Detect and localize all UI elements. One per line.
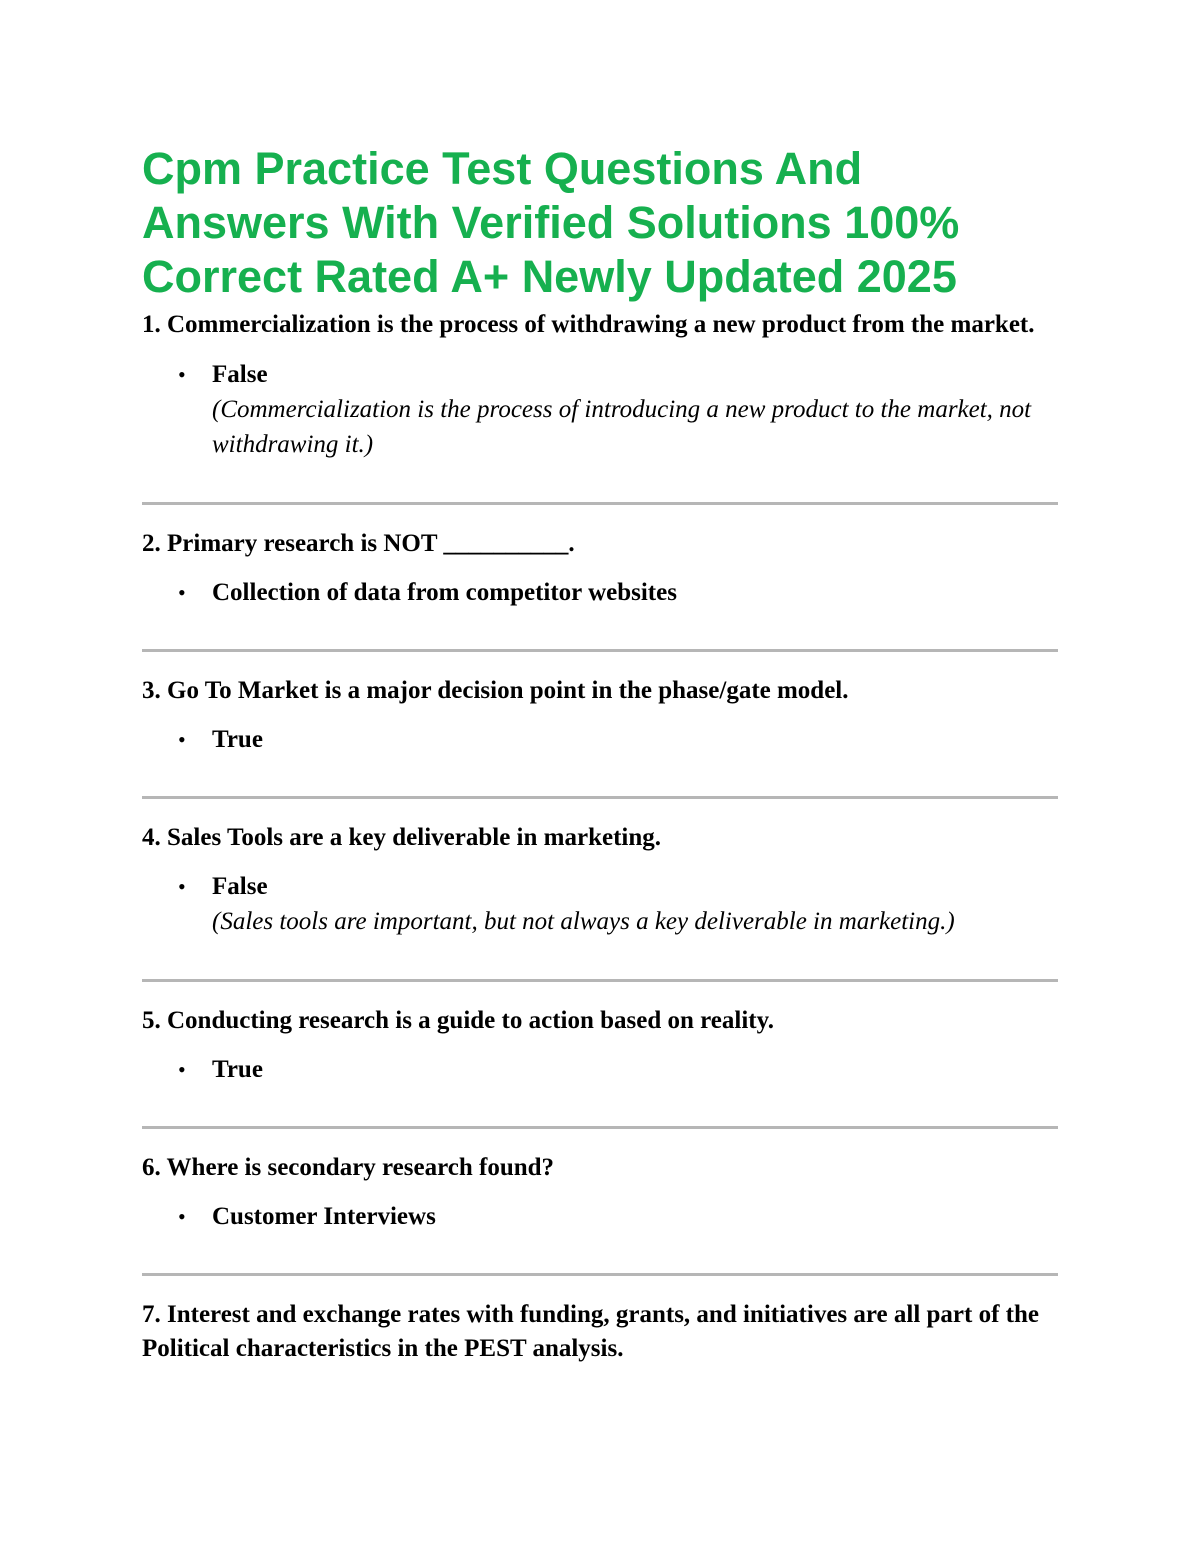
section-divider [142, 796, 1058, 799]
bullet-icon: • [178, 1057, 186, 1082]
answer-text: Collection of data from competitor websites [212, 579, 677, 606]
qa-item-6 [142, 1151, 1058, 1234]
section-divider [142, 979, 1058, 982]
document-page [142, 142, 1058, 1366]
section-divider [142, 1126, 1058, 1129]
answer-text: True [212, 1056, 263, 1083]
answer-explanation: (Commercialization is the process of introducing a new product to the market, not withdrawing it.) [212, 396, 1032, 458]
answer-text: Customer Interviews [212, 1203, 436, 1230]
bullet-icon: • [178, 874, 186, 899]
answer-text: False [212, 361, 268, 388]
qa-item-1 [142, 308, 1058, 462]
section-divider [142, 502, 1058, 505]
answer-list [142, 576, 1058, 610]
answer-item [142, 576, 1058, 610]
section-divider [142, 1273, 1058, 1276]
bullet-icon: • [178, 362, 186, 387]
question-text: 6. Where is secondary research found? [142, 1154, 555, 1181]
answer-item [142, 870, 1058, 939]
answer-list [142, 870, 1058, 939]
answer-text: False [212, 873, 268, 900]
question-text: 4. Sales Tools are a key deliverable in marketing. [142, 824, 661, 851]
section-divider [142, 649, 1058, 652]
answer-list [142, 1053, 1058, 1087]
bullet-icon: • [178, 727, 186, 752]
bullet-icon: • [178, 1204, 186, 1229]
question-text: 7. Interest and exchange rates with funding, grants, and initiatives are all part of the Political characteristics in the PEST analysis. [142, 1301, 1039, 1362]
qa-item-2 [142, 527, 1058, 610]
bullet-icon: • [178, 580, 186, 605]
qa-item-4 [142, 821, 1058, 939]
qa-item-5 [142, 1004, 1058, 1087]
question-text: 1. Commercialization is the process of withdrawing a new product from the market. [142, 311, 1035, 338]
answer-item [142, 358, 1058, 462]
qa-item-7 [142, 1298, 1058, 1366]
answer-text: True [212, 726, 263, 753]
question-text: 5. Conducting research is a guide to action based on reality. [142, 1007, 774, 1034]
qa-item-3 [142, 674, 1058, 757]
answer-list [142, 723, 1058, 757]
question-text: 3. Go To Market is a major decision point in the phase/gate model. [142, 677, 849, 704]
answer-list [142, 1200, 1058, 1234]
answer-item [142, 723, 1058, 757]
question-text: 2. Primary research is NOT __________. [142, 530, 575, 557]
document-title: Cpm Practice Test Questions And Answers With Verified Solutions 100% Correct Rated A+ Newly Updated 2025 [142, 143, 960, 302]
answer-item [142, 1053, 1058, 1087]
answer-list [142, 358, 1058, 462]
answer-explanation: (Sales tools are important, but not always a key deliverable in marketing.) [212, 908, 955, 935]
answer-item [142, 1200, 1058, 1234]
